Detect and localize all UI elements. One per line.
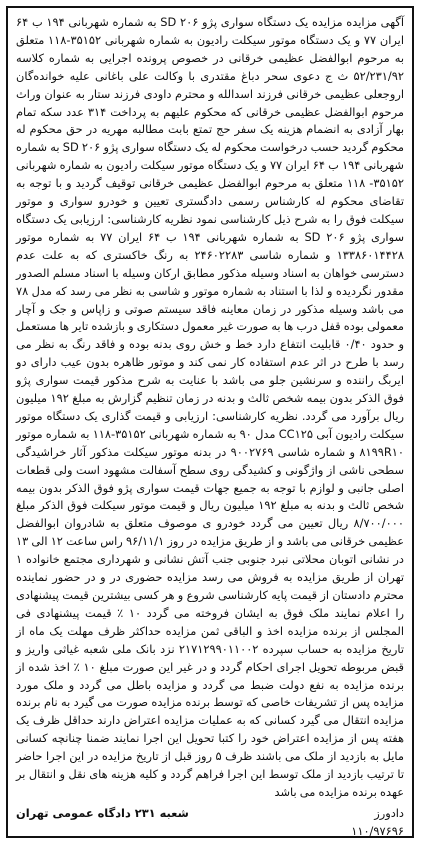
notice-body: آگهی مزایده مزایده یک دستگاه سواری پژو ۲۰۶ SD به شماره شهربانی ۱۹۴ ب ۶۴ ایران ۷۷ و یک دستگاه موتور سیکلت رادیون به شماره شهربانی ۳۵۱۵۲-۱۱۸ متعلق به مرحوم ابوالفضل عظیمی خرقانی در خصوص پرونده اجرایی به شماره کلاسه ۵۲/۲۳۱/۹۲ ث ج دعوی سحر دباغ مقتدری با وکالت علی باغانی علیه خوانده‌گان اروجعلی عظیمی خرقانی فرزند اسدالله و محترم داودی فرزند ستار به عنوان وراث مرحوم ابوالفضل عظیمی خرقانی که محکوم علیهم به پرداخت ۳۱۴ عدد سکه تمام بهار آزادی به انضمام هزینه یک سفر حج تمتع بابت مطالبه مهریه در حق محکوم له محکوم گردید حسب درخواست محکوم له یک دستگاه سواری پژو SD ۲۰۶ به شماره شهربانی ۱۹۴ ب ۶۴ ایران ۷۷ و یک دستگاه موتور سیکلت رادیون به شماره شهربانی ۳۵۱۵۲- ۱۱۸ متعلق به مرحوم ابوالفضل عظیمی خرقانی توقیف گردید و با توجه به تقاضای محکوم له کارشناس رسمی دادگستری تعیین و خودرو سواری و موتور سیکلت فوق را به شرح ذیل کارشناسی نمود نظریه کارشناسی: ارزیابی یک دستگاه سواری پژو ۲۰۶ SD به شماره شهربانی ۱۹۴ ب ۶۴ ایران ۷۷ به شماره موتور ۱۳۳۸۶۰۱۴۴۲۸ و شماره شاسی ۲۴۶۰۲۲۸۳ به رنگ خاکستری که به علت عدم دسترسی خواهان به اسناد وسیله مذکور مطابق ارکان وسیله با اسناد مسلم الصدور مقدور نگردیده و لذا با استناد به شماره موتور و شاسی به نظر می رسد که مدل ۷۸ می باشد وسیله مذکور در زمان معاینه فاقد سیستم صوتی و زاپاس و جک و آچار معمولی بوده قفل درب ها به صورت غیر معمول دستکاری و بازشده تایر ها مستعمل و حدود ۰/۴۰ قابلیت انتفاع دارد خط و خش روی بدنه بوده و فاقد رنگ به نظر می رسد با طرح در اثر عدم استفاده کار نمی کند و موتور ظاهره بدون عیب دارای دو ایربگ راننده و سرنشین جلو می باشد با عنایت به شرح مذکور قیمت سواری پژو فوق الذکر بدون بیمه شخص ثالث و بدنه در زمان تنظیم گزارش به مبلغ ۱۹۲ میلیون ریال برآورد می گردد. نظریه کارشناسی: ارزیابی و قیمت گذاری یک دستگاه موتور سیکلت رادیون آبی CC۱۲۵ مدل ۹۰ به شماره شهربانی ۳۵۱۵۲-۱۱۸ به شماره موتور ۸۱۹۹R۱۰ و شماره شاسی ۹۰۰۲۷۶۹ در بدنه موتور سیکلت مذکور آثار خراشیدگی سطحی ناشی از واژگونی و کشیدگی روی سطح آسفالت مشهود است ولی قطعات اصلی جانبی و لوازم با توجه به جمیع جهات قیمت سواری پژو فوق الذکر بدون بیمه شخص ثالث و بدنه به مبلغ ۱۹۲ میلیون ریال و قیمت موتور سیکلت فوق الذکر مبلغ ۸/۷۰۰/۰۰۰ ریال تعیین می گردد خودرو ی موصوف متعلق به شادروان ابوالفضل عظیمی خرقانی می باشد و از طریق مزایده در روز ۹۶/۱۱/۱ راس ساعت ۱۲ الی ۱۳ در نشانی اتوبان محلاتی نبرد جنوبی جنب آتش نشانی و شهرداری مجتمع خانواده ۱ تهران از طریق مزایده به فروش می رسد مزایده حضوری در و در حضور نماینده محترم دادستان از قیمت پایه کارشناسی شروع و هر کسی بیشترین قیمت پیشنهادی را اعلام نمایند ملک فوق به ایشان فروخته می گردد ۱۰ ٪ قیمت پیشنهادی فی المجلس از برنده مزایده اخذ و الباقی ثمن مزایده حداکثر ظرف مهلت یک ماه از تاریخ مزایده به حساب سپرده ۲۱۷۱۲۹۹۰۱۱۰۰۲ نزد بانک ملی شعبه غیاثی واریز و قبض مربوطه تحویل اجرای احکام گردد و در غیر این صورت مبلغ ۱۰ ٪ اخذ شده از برنده مزایده به نفع دولت ضبط می گردد و مزایده باطل می گردد و ملک مورد مزایده پس از تشریفات خاصی که توسط برنده مزایده صورت می گیرد به نام برنده مزایده انتقال می گیرد کسانی که به عملیات مزایده اعتراض دارند حداقل ظرف یک هفته پس از مزایده اعتراض خود را کتبا تحویل این اجرا نمایند ضمنا چنانچه کسانی مایل به بازدید از ملک می باشند ظرف ۵ روز قبل از تاریخ مزایده در این اجرا حاضر تا ترتیب بازدید از ملک توسط این اجرا فراهم گردد و کلیه هزینه های نقل و انتقال بر عهده برنده مزایده می باشد [16,15,405,799]
footer-role: دادورز [374,805,404,820]
reference-number: ۱۱۰/۹۷۶۹۶ [351,823,404,838]
auction-notice [6,6,414,838]
footer-court: شعبه ۲۳۱ دادگاه عمومی تهران [16,805,189,820]
notice-footer [16,804,404,822]
